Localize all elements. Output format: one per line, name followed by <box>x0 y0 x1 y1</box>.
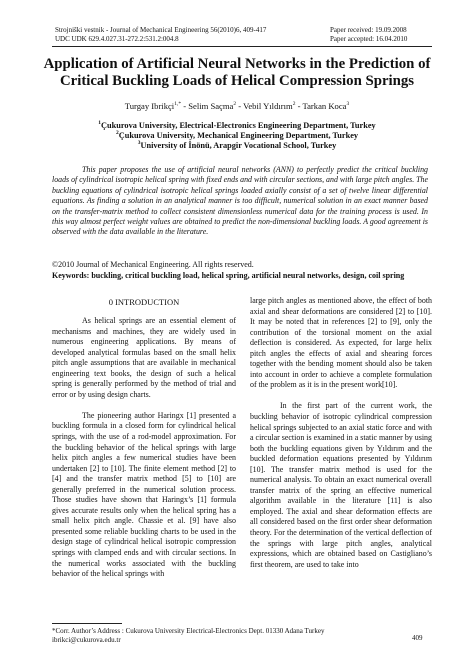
keywords: Keywords: buckling, critical buckling load, helical spring, artificial neural networks, design, coil spring <box>52 271 405 280</box>
affiliation-sup: 1 <box>98 120 102 127</box>
left-column <box>52 316 236 580</box>
author-sup: 2 <box>292 101 296 108</box>
author-list <box>40 101 434 112</box>
paragraph: In the first part of the current work, the buckling behavior of isotropic cylindrical compression helical springs subjected to an axial static force and with a circular section is examined in a static manner by using both the buckling equations given by Yıldırım and the buckled deformation equations presented by Yıldırım [10]. The transfer matrix method is used for the numerical analysis. To obtain an exact numerical overall transfer matrix of the spring an effective numerical algorithm available in the literature [11] is also employed. The axial and shear deformation effects are all considered based on the first order shear deformation theory. For the determination of the vertical deflection of the springs with large pitch angles, analytical expressions, which are obtained based on Castigliano’s first theorem, are used to take into <box>250 401 432 569</box>
paper-title <box>40 56 434 90</box>
author-name: - Selim Saçma <box>181 101 234 111</box>
author-name: Turgay Ibrikçi <box>124 101 175 111</box>
section-heading: 0 INTRODUCTION <box>108 297 180 307</box>
header-rule <box>52 46 432 47</box>
paragraph: As helical springs are an essential element of mechanisms and machines, they are widely used in numerous engineering applications. By means of developed analytical formulas based on the small helix pitch angle assumptions that are available in mechanical engineering text books, the design of such a helical spring is generally performed by the method of trial and error or by using design charts. <box>52 316 236 399</box>
author-name: - Tarkan Koca <box>295 101 347 111</box>
affiliation-sup: 2 <box>115 130 119 137</box>
title-line-2: Critical Buckling Loads of Helical Compression Springs <box>59 73 415 89</box>
paper-dates <box>330 26 407 44</box>
corresponding-author-footnote <box>52 627 412 644</box>
affiliation-sup: 3 <box>137 140 141 147</box>
footnote-email: ibrikci@cukurova.edu.tr <box>52 635 121 644</box>
journal-citation: Strojniški vestnik - Journal of Mechanical Engineering 56(2010)6, 409-417 <box>55 26 267 34</box>
footnote-address: *Corr. Author’s Address : Cukurova University Electrical-Electronics Dept. 01330 Adana Turkey <box>52 627 325 635</box>
udc-code: UDC UDK 629.4.027.31-272.2:531.2:004.8 <box>55 35 179 43</box>
author-name: - Vebil Yıldırım <box>236 101 293 111</box>
accepted-date: Paper accepted: 16.04.2010 <box>330 35 408 43</box>
affiliation-text: University of İnönü, Arapgir Vocational School, Turkey <box>140 141 337 150</box>
paragraph: large pitch angles as mentioned above, the effect of both axial and shear deformations are considered [2] to [10]. It may be noted that in references [2] to [9], only the contribution of the torsional moment on the axial deflection is considered. As expected, for large helix pitch angles the effects of axial and shearing forces together with the bending moment should also be taken into account in order to achieve a complete formulation of the problem as it is in the present work[10]. <box>250 296 432 390</box>
author-sup: 1,* <box>174 101 182 108</box>
footnote-rule <box>52 623 122 624</box>
author-sup: 3 <box>346 101 350 108</box>
affiliation-text: Çukurova University, Electrical-Electronics Engineering Department, Turkey <box>101 121 376 130</box>
abstract: This paper proposes the use of artificial neural networks (ANN) to perfectly predict the critical buckling loads of cylindrical isotropic helical spring with fixed ends and with circular sections, and with large pitch angles. The buckling equations of cylindrical isotropic helical springs loaded axially consist of a set of twelve linear differential equations. As finding a solution in an analytical manner is too difficult, numerical solution in an exact manner based on the transfer-matrix method to collect consistent dimensionless numerical data for the training process is used. In this way almost perfect weight values are obtained to predict the non-dimensional buckling loads. A good agreement is observed with the data available in the literature. <box>52 165 428 237</box>
affiliation <box>40 140 434 151</box>
paragraph: The pioneering author Haringx [1] presented a buckling formula in a closed form for cylindrical helical springs, with the use of a rod-model approximation. For the buckling behavior of the helical springs with large helix pitch angles a few numerical studies have been undertaken [2] to [10]. The finite element method [2] to [4] and the transfer matrix method [5] to [10] are generally preferred in the numerical solution process. Those studies have shown that Haringx’s [1] formula gives accurate results only when the helical spring has a small helix pitch angle. Chassie et al. [9] have also presented some reliable buckling charts to be used in the design stage of cylindrical helical isotropic compression springs with clamped ends and with circular sections. In the numerical works associated with the buckling behavior of the helical springs with <box>52 410 236 579</box>
copyright-notice: ©2010 Journal of Mechanical Engineering. All rights reserved. <box>52 260 254 269</box>
title-line-1: Application of Artificial Neural Networks in the Prediction of <box>43 56 431 72</box>
affiliation-text: Çukurova University, Mechanical Engineering Department, Turkey <box>118 131 359 140</box>
author-sup: 2 <box>233 101 237 108</box>
right-column <box>250 296 432 570</box>
page-number: 409 <box>412 634 423 642</box>
journal-header <box>55 26 266 44</box>
received-date: Paper received: 19.09.2008 <box>330 26 407 34</box>
